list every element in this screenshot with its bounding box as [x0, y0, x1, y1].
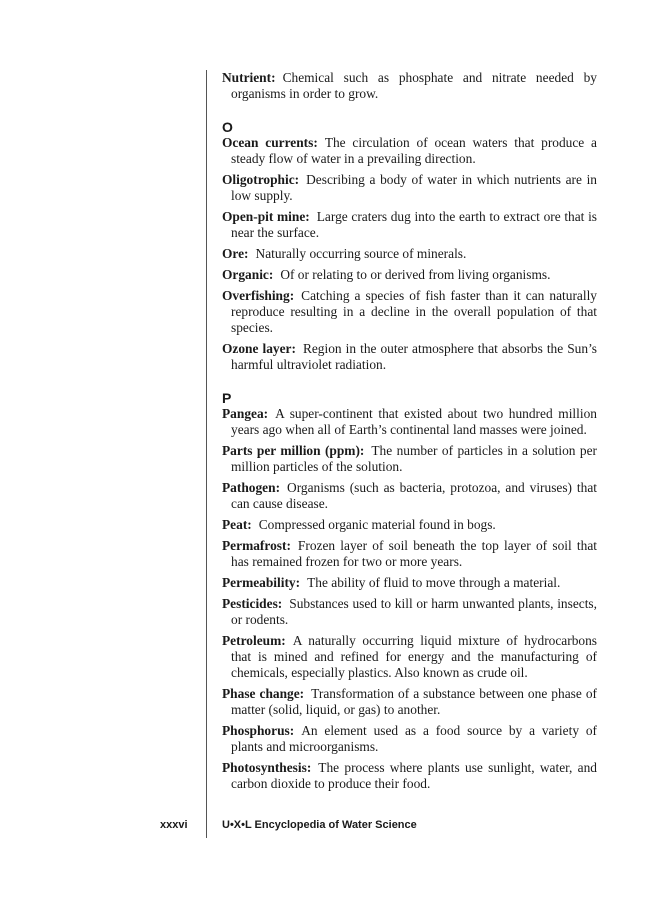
glossary-entry-phosphorus	[222, 723, 597, 755]
glossary-entry-pesticides	[222, 596, 597, 628]
entry-definition: Transformation of a substance between one phase of matter (solid, liquid, or gas) to another.	[231, 686, 597, 717]
entry-term: Permafrost:	[222, 538, 291, 553]
glossary-entry-photosynthesis	[222, 760, 597, 792]
entry-definition: Chemical such as phosphate and nitrate needed by organisms in order to grow.	[231, 70, 597, 101]
entry-definition: The circulation of ocean waters that produce a steady flow of water in a prevailing direction.	[231, 135, 597, 166]
entry-definition: An element used as a food source by a variety of plants and microorganisms.	[231, 723, 597, 754]
glossary-entry-permeability	[222, 575, 597, 591]
section-letter-o: O	[222, 119, 233, 135]
entry-definition: Large craters dug into the earth to extract ore that is near the surface.	[231, 209, 597, 240]
entry-term: Photosynthesis:	[222, 760, 312, 775]
glossary-entry-organic	[222, 267, 597, 283]
entry-term: Peat:	[222, 517, 252, 532]
entry-term: Phase change:	[222, 686, 305, 701]
glossary-entry-permafrost	[222, 538, 597, 570]
entry-term: Pangea:	[222, 406, 269, 421]
glossary-entry-ozone-layer	[222, 341, 597, 373]
book-title: U•X•L Encyclopedia of Water Science	[222, 819, 417, 831]
entry-term: Organic:	[222, 267, 274, 282]
page-number: xxxvi	[160, 819, 188, 831]
glossary-entry-pangea	[222, 406, 597, 438]
entry-definition: Compressed organic material found in bogs.	[258, 517, 496, 532]
glossary-entry-nutrient	[222, 70, 597, 102]
entry-term: Nutrient:	[222, 70, 276, 85]
entry-definition: A naturally occurring liquid mixture of hydrocarbons that is mined and refined for energy and the manufacturing of chemicals, especially plastics. Also known as crude oil.	[231, 633, 597, 680]
entry-term: Petroleum:	[222, 633, 286, 648]
glossary-entry-ocean-currents	[222, 135, 597, 167]
glossary-entry-pathogen	[222, 480, 597, 512]
entry-definition: Describing a body of water in which nutrients are in low supply.	[231, 172, 597, 203]
glossary-entry-petroleum	[222, 633, 597, 681]
glossary-entry-parts-per-million	[222, 443, 597, 475]
entry-definition: Catching a species of fish faster than it can naturally reproduce resulting in a decline in the overall population of that species.	[231, 288, 597, 335]
entry-definition: Of or relating to or derived from living organisms.	[280, 267, 551, 282]
entry-definition: Region in the outer atmosphere that absorbs the Sun’s harmful ultraviolet radiation.	[231, 341, 598, 372]
entry-term: Open-pit mine:	[222, 209, 310, 224]
entry-definition: The number of particles in a solution per million particles of the solution.	[231, 443, 597, 474]
entry-definition: Organisms (such as bacteria, protozoa, and viruses) that can cause disease.	[231, 480, 597, 511]
glossary-entry-ore	[222, 246, 597, 262]
section-letter-p: P	[222, 390, 232, 406]
entry-definition: Frozen layer of soil beneath the top layer of soil that has remained frozen for two or more years.	[231, 538, 597, 569]
glossary-entry-phase-change	[222, 686, 597, 718]
margin-rule	[206, 70, 207, 838]
glossary-entry-open-pit-mine	[222, 209, 597, 241]
glossary-entry-peat	[222, 517, 597, 533]
entry-term: Oligotrophic:	[222, 172, 300, 187]
entry-term: Ocean currents:	[222, 135, 318, 150]
entry-term: Ore:	[222, 246, 249, 261]
entry-definition: Naturally occurring source of minerals.	[255, 246, 467, 261]
entry-definition: Substances used to kill or harm unwanted plants, insects, or rodents.	[231, 596, 597, 627]
entry-definition: The process where plants use sunlight, water, and carbon dioxide to produce their food.	[231, 760, 597, 791]
entry-term: Pathogen:	[222, 480, 281, 495]
entry-term: Permeability:	[222, 575, 301, 590]
glossary-content	[222, 70, 597, 797]
entry-term: Parts per million (ppm):	[222, 443, 365, 458]
entry-term: Ozone layer:	[222, 341, 296, 356]
entry-term: Phosphorus:	[222, 723, 295, 738]
entry-definition: A super-continent that existed about two hundred million years ago when all of Earth’s continental land masses were joined.	[231, 406, 597, 437]
entry-term: Overfishing:	[222, 288, 295, 303]
entry-definition: The ability of fluid to move through a material.	[307, 575, 561, 590]
glossary-entry-oligotrophic	[222, 172, 597, 204]
entry-term: Pesticides:	[222, 596, 283, 611]
glossary-entry-overfishing	[222, 288, 597, 336]
